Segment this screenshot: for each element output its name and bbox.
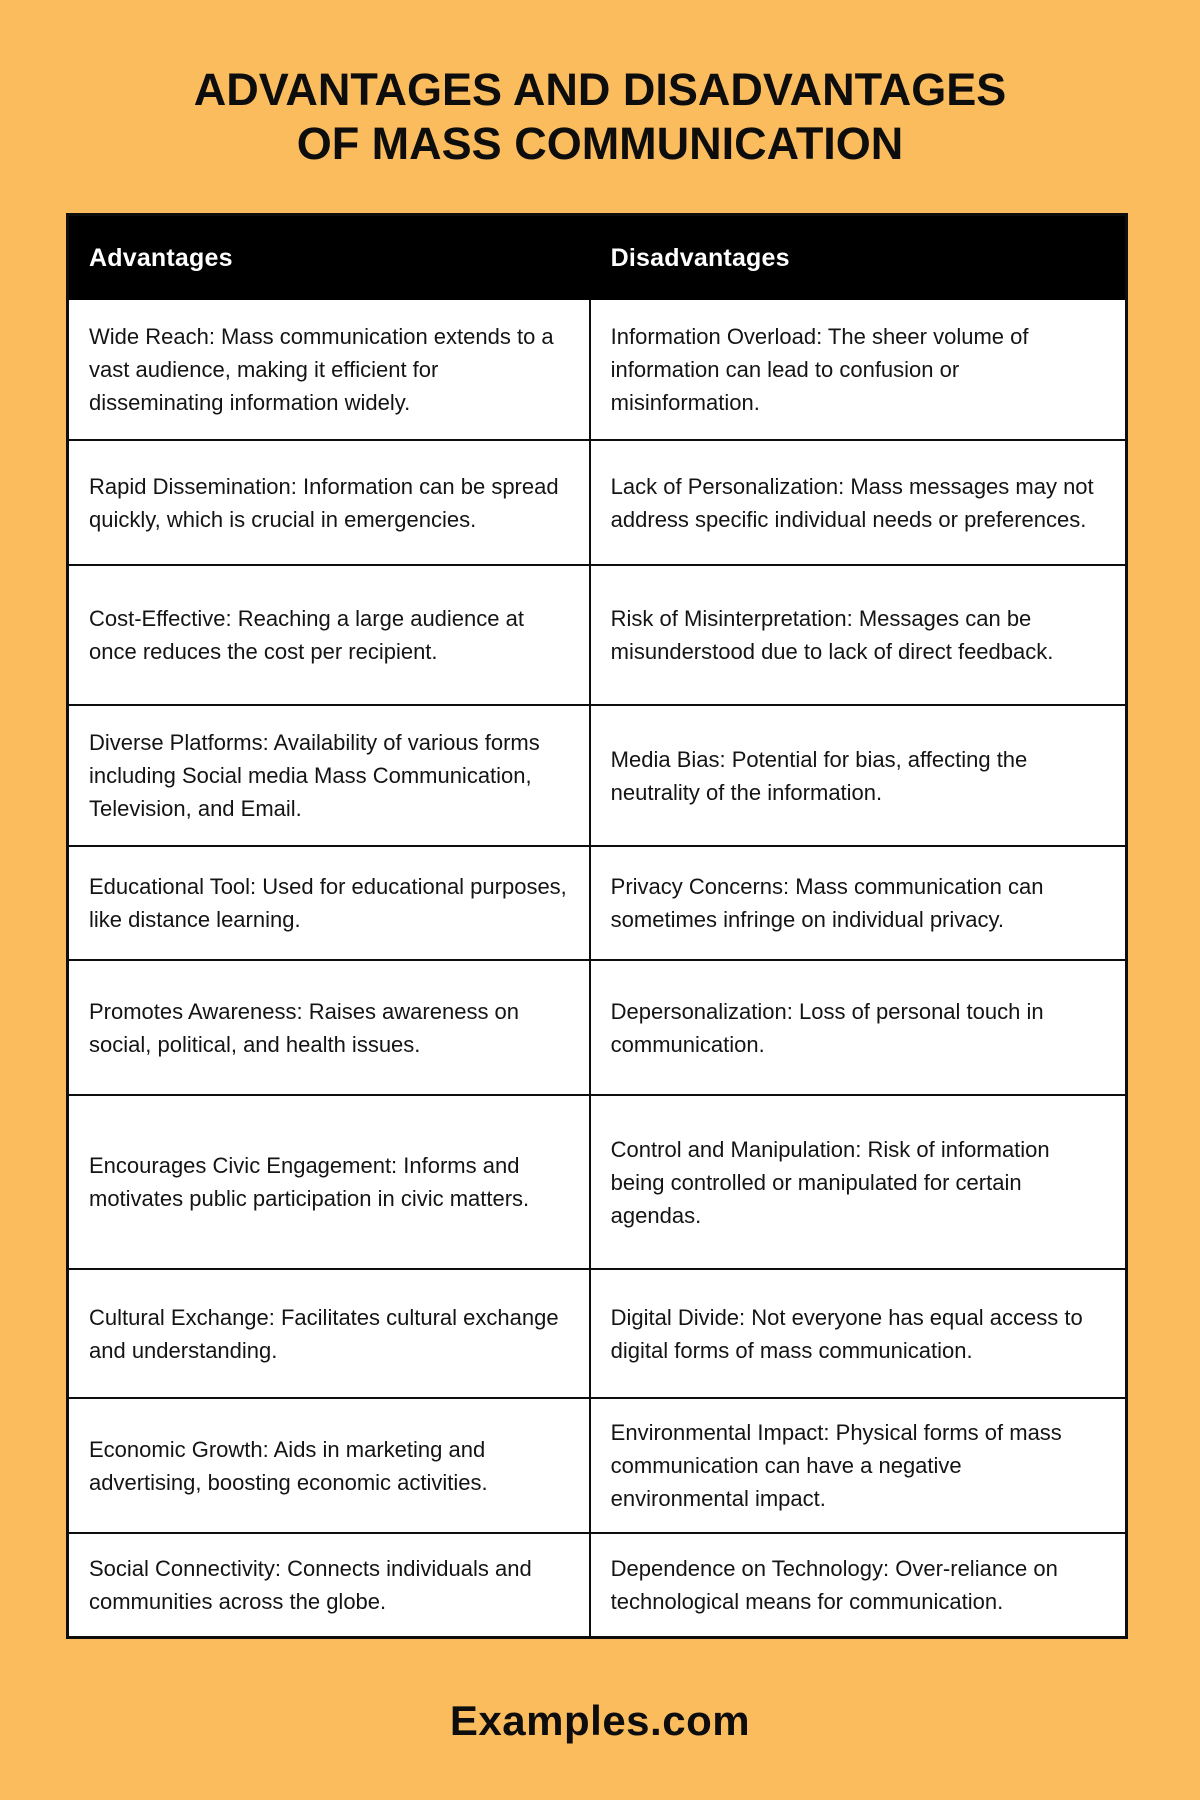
page-title-line-2: OF MASS COMMUNICATION <box>296 118 904 169</box>
column-header-disadvantages: Disadvantages <box>610 243 790 272</box>
disadvantage-cell: Dependence on Technology: Over-reliance on technological means for communication. <box>591 1534 1125 1636</box>
disadvantage-cell: Information Overload: The sheer volume of information can lead to confusion or misinformation. <box>591 300 1125 439</box>
table-row <box>69 959 1125 1094</box>
table-row <box>69 1532 1125 1636</box>
table-header-row <box>69 216 1125 300</box>
table-row <box>69 1094 1125 1268</box>
disadvantage-cell: Risk of Misinterpretation: Messages can be misunderstood due to lack of direct feedback. <box>591 566 1125 704</box>
disadvantage-cell: Depersonalization: Loss of personal touch in communication. <box>591 961 1125 1094</box>
comparison-table <box>66 213 1128 1639</box>
advantage-cell: Educational Tool: Used for educational purposes, like distance learning. <box>69 847 591 959</box>
table-row <box>69 564 1125 704</box>
disadvantage-cell: Lack of Personalization: Mass messages may not address specific individual needs or preferences. <box>591 441 1125 564</box>
page-title <box>0 63 1200 171</box>
footer-brand: Examples.com <box>449 1697 751 1744</box>
disadvantage-cell: Digital Divide: Not everyone has equal access to digital forms of mass communication. <box>591 1270 1125 1397</box>
disadvantage-cell: Environmental Impact: Physical forms of mass communication can have a negative environmental impact. <box>591 1399 1125 1532</box>
advantage-cell: Cost-Effective: Reaching a large audience at once reduces the cost per recipient. <box>69 566 591 704</box>
advantage-cell: Economic Growth: Aids in marketing and advertising, boosting economic activities. <box>69 1399 591 1532</box>
table-row <box>69 845 1125 959</box>
table-body <box>69 300 1125 1636</box>
column-header-advantages: Advantages <box>89 243 233 272</box>
table-row <box>69 1268 1125 1397</box>
advantage-cell: Promotes Awareness: Raises awareness on social, political, and health issues. <box>69 961 591 1094</box>
advantage-cell: Encourages Civic Engagement: Informs and motivates public participation in civic matters. <box>69 1096 591 1268</box>
table-row <box>69 704 1125 845</box>
advantage-cell: Social Connectivity: Connects individuals and communities across the globe. <box>69 1534 591 1636</box>
disadvantage-cell: Privacy Concerns: Mass communication can sometimes infringe on individual privacy. <box>591 847 1125 959</box>
advantage-cell: Wide Reach: Mass communication extends to a vast audience, making it efficient for disseminating information widely. <box>69 300 591 439</box>
disadvantage-cell: Media Bias: Potential for bias, affecting the neutrality of the information. <box>591 706 1125 845</box>
table-row <box>69 439 1125 564</box>
advantage-cell: Diverse Platforms: Availability of various forms including Social media Mass Communication, Television, and Email. <box>69 706 591 845</box>
advantage-cell: Rapid Dissemination: Information can be spread quickly, which is crucial in emergencies. <box>69 441 591 564</box>
page-title-line-1: ADVANTAGES AND DISADVANTAGES <box>193 64 1007 115</box>
disadvantage-cell: Control and Manipulation: Risk of information being controlled or manipulated for certain agendas. <box>591 1096 1125 1268</box>
table-row <box>69 1397 1125 1532</box>
table-row <box>69 300 1125 439</box>
advantage-cell: Cultural Exchange: Facilitates cultural exchange and understanding. <box>69 1270 591 1397</box>
